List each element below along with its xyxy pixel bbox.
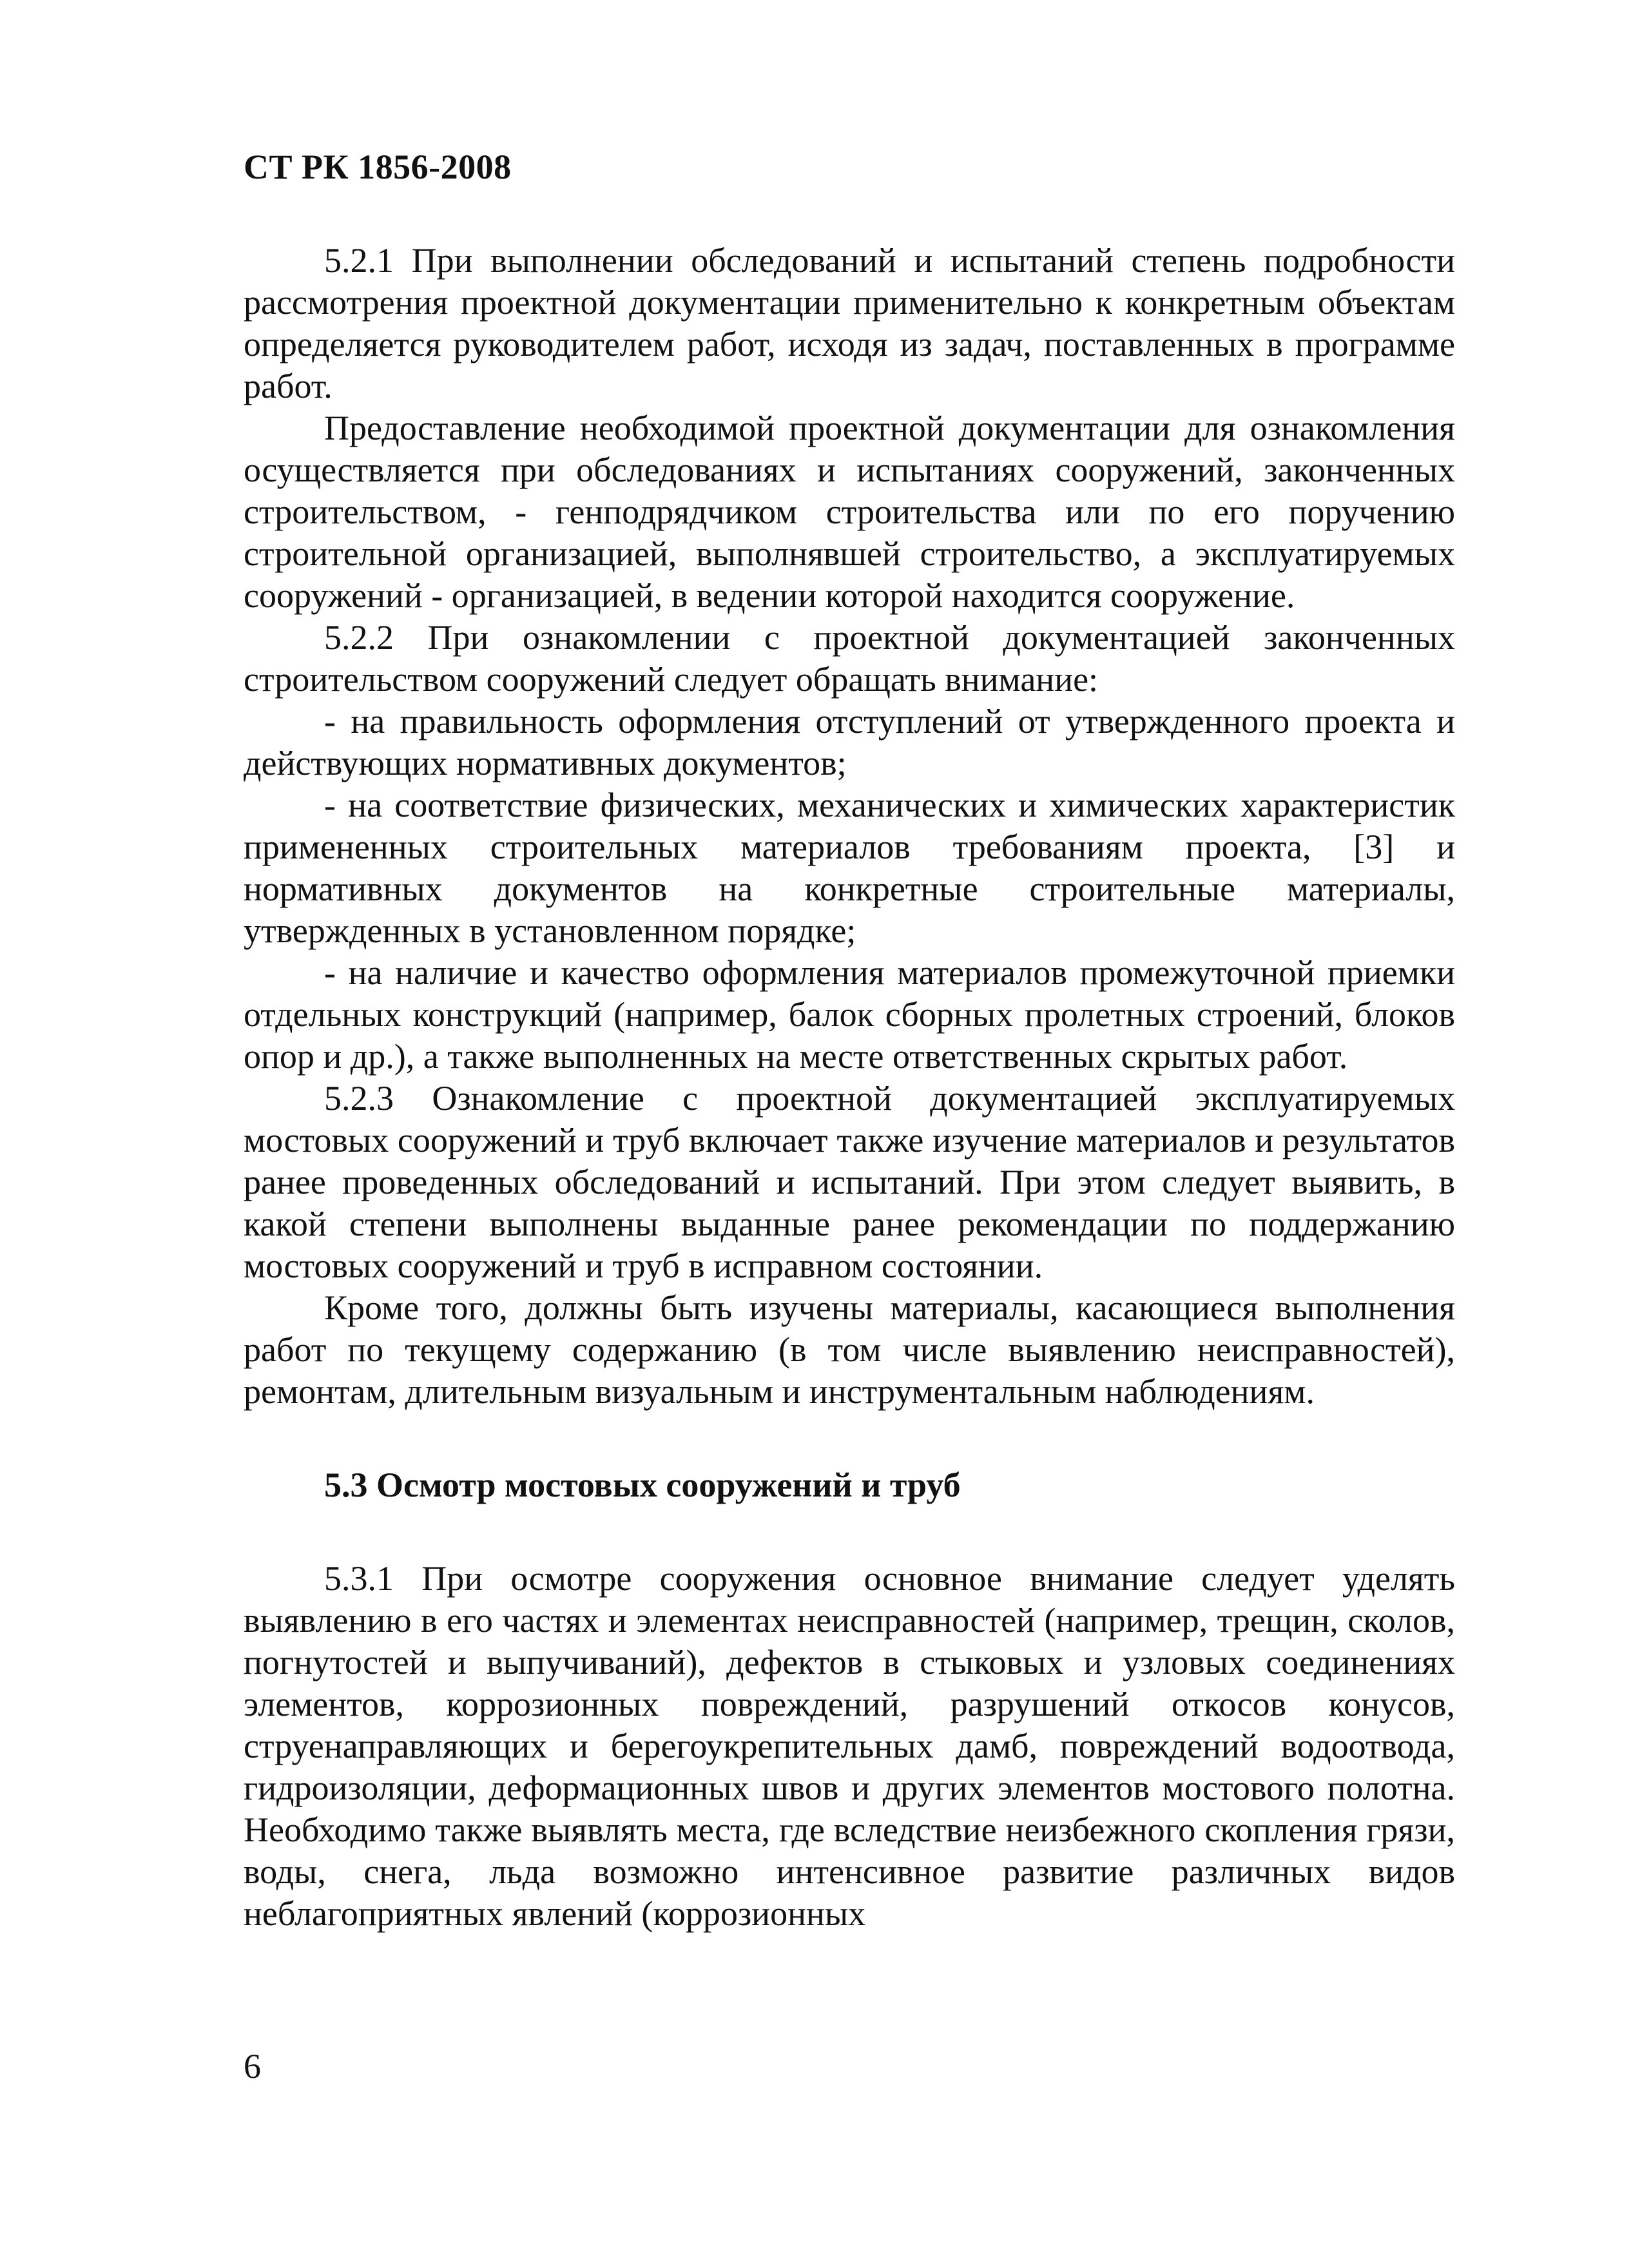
paragraph-provision: Предоставление необходимой проектной документации для ознакомления осуществляется при обследованиях и испытаниях сооружений, законченных строительством, - генподрядчиком строительства или по его поручению строительной организацией, выполнявшей строительство, а эксплуатируемых сооружений - организацией, в ведении которой находится сооружение. xyxy=(244,409,1455,615)
paragraph-5-2-2: 5.2.2 При ознакомлении с проектной документацией законченных строительством сооружений следует обращать внимание: xyxy=(244,618,1455,699)
page-number: 6 xyxy=(244,2047,261,2086)
list-item: - на соответствие физических, механических и химических характеристик примененных строительных материалов требованиям проекта, [3] и нормативных документов на конкретные строительные материалы, утвержденных в установленном порядке; xyxy=(244,786,1455,950)
document-body xyxy=(244,240,1455,1935)
document-code-header: СТ РК 1856-2008 xyxy=(244,148,512,186)
paragraph-5-2-1: 5.2.1 При выполнении обследований и испытаний степень подробности рассмотрения проектной документации применительно к конкретным объектам определяется руководителем работ, исходя из задач, поставленных в программе работ. xyxy=(244,241,1455,405)
paragraph-5-3-1: 5.3.1 При осмотре сооружения основное внимание следует уделять выявлению в его частях и элементах неисправностей (например, трещин, сколов, погнутостей и выпучиваний), дефектов в стыковых и узловых соединениях элементов, коррозионных повреждений, разрушений откосов конусов, струенаправляющих и берегоукрепительных дамб, повреждений водоотвода, гидроизоляции, деформационных швов и других элементов мостового полотна. Необходимо также выявлять места, где вследствие неизбежного скопления грязи, воды, снега, льда возможно интенсивное развитие различных видов неблагоприятных явлений (коррозионных xyxy=(244,1559,1455,1933)
paragraph-besides: Кроме того, должны быть изучены материалы, касающиеся выполнения работ по текущему содержанию (в том числе выявлению неисправностей), ремонтам, длительным визуальным и инструментальным наблюдениям. xyxy=(244,1288,1455,1411)
list-item: - на правильность оформления отступлений от утвержденного проекта и действующих нормативных документов; xyxy=(244,702,1455,782)
section-heading-5-3: 5.3 Осмотр мостовых сооружений и труб xyxy=(324,1466,961,1504)
paragraph-5-2-3: 5.2.3 Ознакомление с проектной документацией эксплуатируемых мостовых сооружений и труб включает также изучение материалов и результатов ранее проведенных обследований и испытаний. При этом следует выявить, в какой степени выполнены выданные ранее рекомендации по поддержанию мостовых сооружений и труб в исправном состоянии. xyxy=(244,1079,1455,1285)
list-item: - на наличие и качество оформления материалов промежуточной приемки отдельных конструкций (например, балок сборных пролетных строений, блоков опор и др.), а также выполненных на месте ответственных скрытых работ. xyxy=(244,953,1455,1076)
